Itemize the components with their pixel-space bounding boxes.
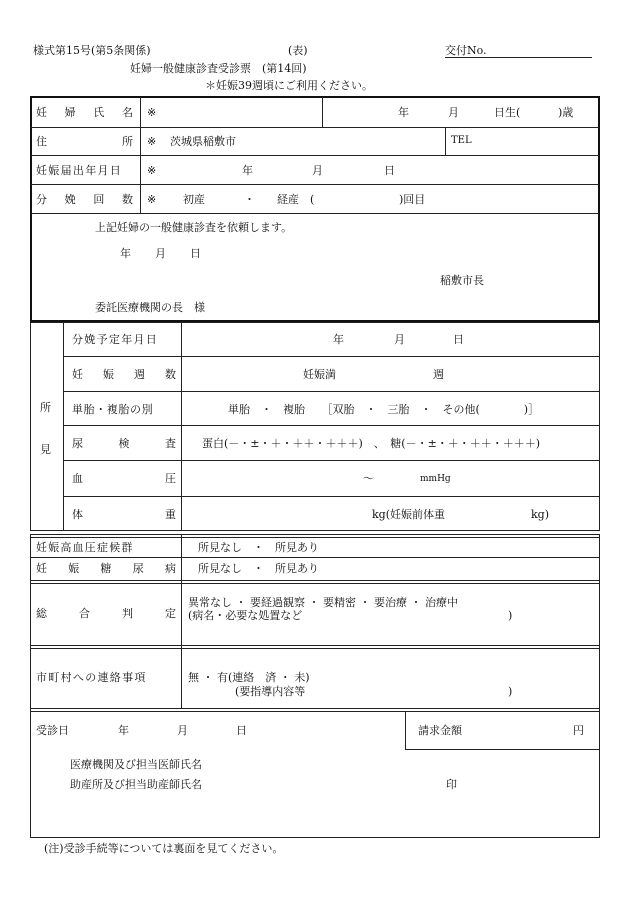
mayor-label: 稲敷市長 <box>440 274 484 287</box>
visit-day-label: 日 <box>236 724 247 737</box>
due-day-label: 日 <box>453 333 464 346</box>
pregnancy-report-date-label: 妊娠届出年月日 <box>36 164 123 177</box>
divider <box>31 155 599 156</box>
form-number: 様式第15号(第5条関係) <box>33 44 151 57</box>
divider <box>63 496 600 497</box>
report-month-label: 月 <box>312 164 323 177</box>
address-label: 住 所 <box>36 135 133 148</box>
divider <box>63 391 600 392</box>
urine-test-options: 蛋白(－・±・＋・＋＋・＋＋＋) 、 糖(－・±・＋・＋＋・＋＋＋) <box>202 437 541 450</box>
divider <box>30 537 600 538</box>
divider <box>31 213 599 214</box>
municipal-contact-label: 市町村への連絡事項 <box>36 671 147 684</box>
age-label: )歳 <box>558 106 574 119</box>
divider <box>63 425 600 426</box>
required-mark: ※ <box>147 135 157 148</box>
divider <box>445 127 446 155</box>
divider <box>30 708 600 709</box>
address-value: 茨城県稲敷市 <box>170 135 236 148</box>
weeks-unit: 週 <box>433 368 444 381</box>
billing-unit: 円 <box>573 724 584 737</box>
report-day-label: 日 <box>384 164 395 177</box>
visit-year-label: 年 <box>118 724 129 737</box>
required-mark: ※ <box>147 164 157 177</box>
delivery-number-underline <box>445 57 592 58</box>
bp-unit: mmHg <box>420 474 451 484</box>
visit-date-label: 受診日 <box>36 724 69 737</box>
municipal-contact-options: 無 ・ 有(連絡 済 ・ 未) <box>188 671 310 684</box>
municipal-close: ) <box>508 685 513 698</box>
primipara-option: 初産 <box>183 193 205 206</box>
report-year-label: 年 <box>242 164 253 177</box>
divider <box>30 648 600 649</box>
delivery-count-label: 分 娩 回 数 <box>36 193 133 206</box>
findings-side-label: 所 <box>40 401 51 414</box>
divider <box>31 127 599 128</box>
bp-tilde: ～ <box>363 472 374 485</box>
divider <box>63 356 600 357</box>
birth-type-label: 単胎・複胎の別 <box>72 403 154 416</box>
visit-month-label: 月 <box>177 724 188 737</box>
divider <box>30 645 600 646</box>
birth-type-options: 単胎 ・ 複胎 ［双胎 ・ 三胎 ・ その他( )］ <box>228 403 540 416</box>
divider <box>30 557 600 558</box>
blood-pressure-label: 血 圧 <box>72 472 176 485</box>
required-mark: ※ <box>147 193 157 206</box>
due-month-label: 月 <box>394 333 405 346</box>
divider <box>30 580 600 581</box>
guidance-content-label: (要指導内容等 <box>235 685 306 698</box>
usage-note: ＊妊娠39週頃にご利用ください。 <box>205 79 373 92</box>
seal-label: 印 <box>446 778 457 791</box>
weeks-text: 妊娠満 <box>303 368 336 381</box>
findings-section <box>30 322 600 531</box>
gestational-diabetes-label: 妊 娠 糖 尿 病 <box>36 562 176 575</box>
birth-year-label: 年 <box>398 106 409 119</box>
multipara-option: 経産 ( <box>277 193 315 206</box>
due-year-label: 年 <box>333 333 344 346</box>
gestational-weeks-label: 妊 娠 週 数 <box>72 368 176 381</box>
addressee-label: 委託医療機関の長 様 <box>95 301 205 314</box>
footer-note: (注)受診手続等については裏面を見てください。 <box>44 842 284 855</box>
overall-judgment-label: 総 合 判 定 <box>36 607 176 620</box>
judgment-notes-label: (病名・必要な処置など <box>188 609 303 622</box>
divider <box>30 583 600 584</box>
divider <box>405 711 406 749</box>
request-day-label: 日 <box>190 247 201 260</box>
findings-side-label: 見 <box>40 443 51 456</box>
judgment-options: 異常なし ・ 要経過観察 ・ 要精密 ・ 要治療 ・ 治療中 <box>188 596 458 609</box>
judgment-close: ) <box>508 609 513 622</box>
weight-label: 体 重 <box>72 508 176 521</box>
birth-day-label: 日生( <box>494 106 521 119</box>
urine-test-label: 尿 検 査 <box>72 437 176 450</box>
gestational-diabetes-options: 所見なし ・ 所見あり <box>198 562 319 575</box>
divider <box>63 322 64 531</box>
side-indicator: (表) <box>288 44 308 57</box>
billing-amount-label: 請求金額 <box>418 724 462 737</box>
request-year-label: 年 <box>120 247 131 260</box>
birth-month-label: 月 <box>448 106 459 119</box>
times-label: )回目 <box>399 193 426 206</box>
required-mark: ※ <box>147 106 157 119</box>
due-date-label: 分娩予定年月日 <box>72 333 159 346</box>
weight-unit: kg) <box>531 508 549 521</box>
request-text: 上記妊婦の一般健康診査を依頼します。 <box>95 221 293 234</box>
form-title: 妊婦一般健康診査受診票 (第14回) <box>130 62 307 75</box>
delivery-number-label: 交付No. <box>445 44 487 57</box>
divider <box>181 534 182 708</box>
doctor-name-label: 医療機関及び担当医師氏名 <box>70 758 202 771</box>
divider <box>140 97 141 213</box>
patient-info-section <box>30 96 600 322</box>
divider <box>63 460 600 461</box>
divider <box>181 322 182 531</box>
tel-label: TEL <box>451 135 472 146</box>
hypertension-options: 所見なし ・ 所見あり <box>198 541 319 554</box>
divider <box>31 184 599 185</box>
divider <box>322 97 323 127</box>
divider <box>405 749 600 750</box>
midwife-name-label: 助産所及び担当助産師氏名 <box>70 778 202 791</box>
name-label: 妊 婦 氏 名 <box>36 106 133 119</box>
request-month-label: 月 <box>155 247 166 260</box>
hypertension-label: 妊娠高血圧症候群 <box>36 541 134 554</box>
separator: ・ <box>244 193 255 206</box>
divider <box>30 711 600 712</box>
weight-text: kg(妊娠前体重 <box>372 508 445 521</box>
